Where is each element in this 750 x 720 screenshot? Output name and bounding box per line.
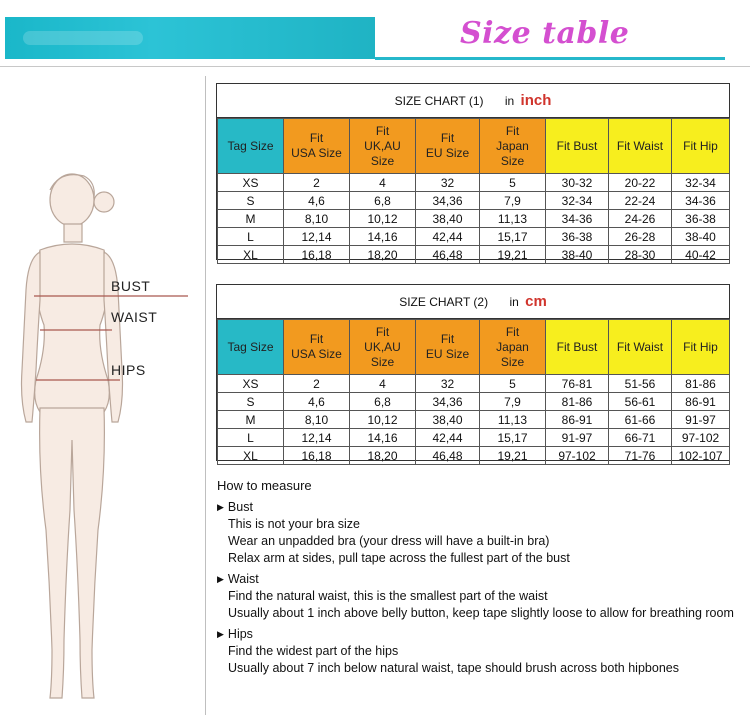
- column-header-line: Size: [370, 354, 395, 369]
- table-cell: 30-32: [546, 174, 609, 192]
- table-cell: XL: [218, 246, 284, 264]
- table-cell: 6,8: [350, 192, 416, 210]
- column-header-line: Fit Bust: [556, 138, 598, 153]
- column-header-line: Fit: [440, 131, 455, 145]
- unit-label: cm: [525, 293, 547, 310]
- triangle-bullet-icon: ▶: [217, 502, 224, 512]
- table-cell: 56-61: [609, 393, 672, 411]
- column-header: [672, 320, 730, 375]
- bust-label: BUST: [111, 278, 151, 294]
- measure-instruction: Relax arm at sides, pull tape across the fullest part of the bust: [228, 551, 570, 565]
- size-table: [217, 118, 730, 264]
- size-chart-inch: [216, 83, 730, 260]
- column-header-line: USA Size: [291, 347, 342, 361]
- table-cell: 2: [284, 375, 350, 393]
- header-banner: [5, 17, 375, 59]
- table-cell: 8,10: [284, 411, 350, 429]
- column-header: [546, 119, 609, 174]
- table-row: [218, 375, 730, 393]
- table-cell: 32: [416, 174, 480, 192]
- table-cell: 102-107: [672, 447, 730, 465]
- table-cell: 38-40: [546, 246, 609, 264]
- table-cell: 8,10: [284, 210, 350, 228]
- measure-heading: [217, 571, 747, 588]
- measure-instruction: Find the widest part of the hips: [228, 644, 399, 658]
- table-cell: 42,44: [416, 228, 480, 246]
- table-row: [218, 210, 730, 228]
- table-cell: XL: [218, 447, 284, 465]
- hips-label: HIPS: [111, 362, 146, 378]
- table-cell: 34,36: [416, 393, 480, 411]
- table-row: [218, 228, 730, 246]
- table-cell: 34-36: [672, 192, 730, 210]
- column-header: [480, 320, 546, 375]
- column-header-line: Tag Size: [227, 138, 274, 153]
- column-header-line: Fit: [505, 324, 520, 339]
- column-header-line: Size: [500, 153, 525, 168]
- table-cell: 38,40: [416, 210, 480, 228]
- column-header-line: Fit: [375, 123, 390, 138]
- measure-section: [217, 571, 747, 622]
- table-row: [218, 192, 730, 210]
- page-title: Size table: [460, 16, 630, 51]
- column-header-line: UK,AU: [364, 138, 401, 153]
- column-header: [350, 320, 416, 375]
- table-cell: 71-76: [609, 447, 672, 465]
- table-cell: 14,16: [350, 429, 416, 447]
- table-cell: 86-91: [546, 411, 609, 429]
- table-cell: 61-66: [609, 411, 672, 429]
- table-cell: 81-86: [546, 393, 609, 411]
- table-cell: L: [218, 228, 284, 246]
- column-header-line: EU Size: [425, 146, 470, 160]
- table-row: [218, 246, 730, 264]
- how-to-measure: [217, 478, 747, 677]
- table-cell: 6,8: [350, 393, 416, 411]
- table-cell: 15,17: [480, 228, 546, 246]
- measure-section: [217, 626, 747, 677]
- table-cell: XS: [218, 174, 284, 192]
- table-cell: 7,9: [480, 393, 546, 411]
- table-cell: S: [218, 192, 284, 210]
- column-header: [416, 119, 480, 174]
- measure-instruction: Usually about 1 inch above belly button, keep tape slightly loose to allow for breathing room: [228, 606, 734, 620]
- table-cell: 91-97: [672, 411, 730, 429]
- measure-instruction: Wear an unpadded bra (your dress will have a built-in bra): [228, 534, 550, 548]
- table-cell: 26-28: [609, 228, 672, 246]
- column-header-line: Fit Bust: [556, 339, 598, 354]
- column-header-line: Fit: [309, 131, 324, 145]
- column-header: [609, 320, 672, 375]
- header: [0, 0, 750, 75]
- table-cell: 97-102: [546, 447, 609, 465]
- table-cell: 32: [416, 375, 480, 393]
- table-cell: 20-22: [609, 174, 672, 192]
- measure-section: [217, 499, 747, 567]
- table-cell: 36-38: [672, 210, 730, 228]
- column-header: [218, 119, 284, 174]
- measure-instruction: Find the natural waist, this is the smallest part of the waist: [228, 589, 548, 603]
- header-row: [218, 119, 730, 174]
- column-header-line: Fit: [440, 332, 455, 346]
- header-divider: [375, 57, 725, 60]
- unit-label: inch: [520, 92, 552, 109]
- table-cell: 19,21: [480, 447, 546, 465]
- table-cell: M: [218, 411, 284, 429]
- column-header-line: Tag Size: [227, 339, 274, 354]
- column-header: [218, 320, 284, 375]
- figure-illustration: [0, 150, 205, 715]
- table-cell: 5: [480, 174, 546, 192]
- column-header: [416, 320, 480, 375]
- table-cell: S: [218, 393, 284, 411]
- table-row: [218, 174, 730, 192]
- measure-heading: [217, 499, 747, 516]
- table-row: [218, 447, 730, 465]
- table-cell: 38-40: [672, 228, 730, 246]
- table-cell: 24-26: [609, 210, 672, 228]
- table-cell: L: [218, 429, 284, 447]
- table-cell: 42,44: [416, 429, 480, 447]
- column-header-line: Fit: [505, 123, 520, 138]
- table-cell: M: [218, 210, 284, 228]
- column-header: [284, 320, 350, 375]
- table-cell: 2: [284, 174, 350, 192]
- measure-heading-text: Waist: [227, 572, 259, 586]
- measure-heading-text: Hips: [227, 627, 253, 641]
- size-chart-title: SIZE CHART (1): [394, 94, 484, 108]
- table-cell: 4: [350, 174, 416, 192]
- table-cell: 4,6: [284, 393, 350, 411]
- table-cell: 4: [350, 375, 416, 393]
- body-figure: [0, 150, 205, 715]
- measure-instruction: This is not your bra size: [228, 517, 360, 531]
- column-header-line: Fit Hip: [683, 339, 718, 354]
- column-header-line: Size: [370, 153, 395, 168]
- column-header: [350, 119, 416, 174]
- measure-heading: [217, 626, 747, 643]
- table-cell: 16,18: [284, 246, 350, 264]
- column-header: [546, 320, 609, 375]
- column-header-line: Fit: [375, 324, 390, 339]
- table-cell: 86-91: [672, 393, 730, 411]
- table-cell: 28-30: [609, 246, 672, 264]
- table-cell: 81-86: [672, 375, 730, 393]
- table-cell: 97-102: [672, 429, 730, 447]
- table-cell: 10,12: [350, 411, 416, 429]
- table-cell: 10,12: [350, 210, 416, 228]
- table-cell: 19,21: [480, 246, 546, 264]
- table-cell: 7,9: [480, 192, 546, 210]
- column-divider: [205, 76, 206, 715]
- table-cell: 40-42: [672, 246, 730, 264]
- size-chart-cm: [216, 284, 730, 461]
- column-header-line: Fit Hip: [683, 138, 718, 153]
- header-row: [218, 320, 730, 375]
- size-chart-caption: [217, 84, 729, 118]
- column-header-line: EU Size: [425, 347, 470, 361]
- measure-title: How to measure: [217, 478, 312, 493]
- column-header-line: Fit: [309, 332, 324, 346]
- table-cell: 18,20: [350, 447, 416, 465]
- column-header: [672, 119, 730, 174]
- unit-prefix: in: [509, 295, 519, 309]
- table-cell: XS: [218, 375, 284, 393]
- size-chart-title: SIZE CHART (2): [399, 295, 489, 309]
- table-cell: 14,16: [350, 228, 416, 246]
- table-cell: 32-34: [672, 174, 730, 192]
- column-header: [609, 119, 672, 174]
- table-cell: 46,48: [416, 246, 480, 264]
- table-cell: 5: [480, 375, 546, 393]
- column-header-line: Japan: [496, 138, 529, 153]
- table-cell: 34,36: [416, 192, 480, 210]
- column-header-line: UK,AU: [364, 339, 401, 354]
- table-cell: 91-97: [546, 429, 609, 447]
- measure-sections: [217, 499, 747, 677]
- column-header: [480, 119, 546, 174]
- table-cell: 76-81: [546, 375, 609, 393]
- table-cell: 66-71: [609, 429, 672, 447]
- table-cell: 38,40: [416, 411, 480, 429]
- triangle-bullet-icon: ▶: [217, 574, 224, 584]
- table-cell: 12,14: [284, 228, 350, 246]
- column-header-line: Japan: [496, 339, 529, 354]
- column-header: [284, 119, 350, 174]
- table-cell: 32-34: [546, 192, 609, 210]
- table-cell: 12,14: [284, 429, 350, 447]
- table-row: [218, 411, 730, 429]
- table-cell: 18,20: [350, 246, 416, 264]
- size-table: [217, 319, 730, 465]
- table-cell: 34-36: [546, 210, 609, 228]
- table-cell: 36-38: [546, 228, 609, 246]
- column-header-line: Fit Waist: [616, 138, 664, 153]
- measure-instruction: Usually about 7 inch below natural waist, tape should brush across both hipbones: [228, 661, 679, 675]
- table-cell: 15,17: [480, 429, 546, 447]
- waist-label: WAIST: [111, 309, 158, 325]
- size-chart-caption: [217, 285, 729, 319]
- table-cell: 51-56: [609, 375, 672, 393]
- table-row: [218, 393, 730, 411]
- table-cell: 16,18: [284, 447, 350, 465]
- table-cell: 11,13: [480, 210, 546, 228]
- measure-heading-text: Bust: [227, 500, 253, 514]
- column-header-line: Fit Waist: [616, 339, 664, 354]
- table-cell: 46,48: [416, 447, 480, 465]
- table-cell: 4,6: [284, 192, 350, 210]
- triangle-bullet-icon: ▶: [217, 629, 224, 639]
- table-cell: 11,13: [480, 411, 546, 429]
- column-header-line: USA Size: [291, 146, 342, 160]
- column-header-line: Size: [500, 354, 525, 369]
- unit-prefix: in: [504, 94, 515, 108]
- table-row: [218, 429, 730, 447]
- table-cell: 22-24: [609, 192, 672, 210]
